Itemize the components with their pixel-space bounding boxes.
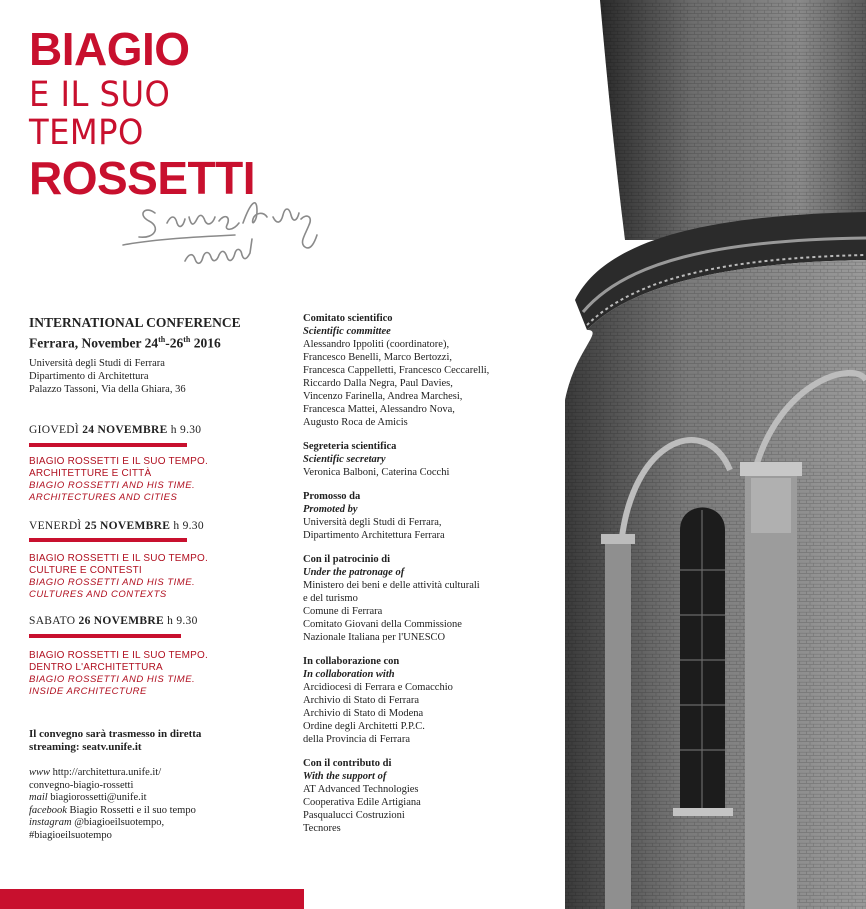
credit-patronage: Con il patrocinio di Under the patronage of Ministero dei beni e delle attività culturali e del turismo Comune di Ferrara Comitato Giovani della Commissione Nazionale Italiana per l'UNESCO <box>303 554 480 643</box>
title-tempo: TEMPO <box>29 113 144 153</box>
streaming-note: Il convegno sarà trasmesso in diretta streaming: seatv.unife.it <box>29 728 202 753</box>
contact-mail[interactable]: mail biagiorossetti@unife.it <box>29 792 147 803</box>
credit-collaboration: In collaborazione con In collaboration with Arcidiocesi di Ferrara e Comacchio Archivio di Stato di Ferrara Archivio di Stato di Modena Ordine degli Architetti P.P.C. della Provincia di Ferrara <box>303 656 453 745</box>
day-3-divider <box>29 634 181 638</box>
tower-photo <box>565 0 866 909</box>
conference-heading: INTERNATIONAL CONFERENCE <box>29 315 241 330</box>
contact-facebook[interactable]: facebook Biagio Rossetti e il suo tempo <box>29 804 196 816</box>
title-biagio: BIAGIO <box>29 23 190 75</box>
credit-scientific-secretary: Segreteria scientifica Scientific secretary Veronica Balboni, Caterina Cocchi <box>303 441 450 478</box>
credit-promoted-by: Promosso da Promoted by Università degli Studi di Ferrara, Dipartimento Architettura Ferrara <box>303 491 445 541</box>
contact-hashtag[interactable]: #biagioeilsuotempo <box>29 829 112 841</box>
contacts-list <box>29 767 196 842</box>
contact-instagram[interactable]: instagram @biagioeilsuotempo, <box>29 817 165 828</box>
day-1-divider <box>29 443 187 447</box>
day-3-heading: SABATO 26 NOVEMBRE h 9.30 <box>29 615 198 627</box>
credit-scientific-committee: Comitato scientifico Scientific committee Alessandro Ippoliti (coordinatore), Francesco Benelli, Marco Bertozzi, Francesca Cappelletti, Francesco Ceccarelli, Riccardo Dalla Negra, Paul Davies, Vincenzo Farinella, Andrea Marchesi, Francesca Mattei, Alessandro Nova, Augusto Roca de Amicis <box>303 313 490 428</box>
conference-date: Ferrara, November 24th-26th 2016 <box>29 335 221 351</box>
day-3-session: BIAGIO ROSSETTI E IL SUO TEMPO. DENTRO L'ARCHITETTURA BIAGIO ROSSETTI AND HIS TIME. INSIDE ARCHITECTURE <box>29 650 209 697</box>
credits-column <box>303 312 563 846</box>
title-e-il-suo: E IL SUO <box>29 75 171 115</box>
day-2-session: BIAGIO ROSSETTI E IL SUO TEMPO. CULTURE E CONTESTI BIAGIO ROSSETTI AND HIS TIME. CULTURES AND CONTEXTS <box>29 553 209 600</box>
title-rossetti: ROSSETTI <box>29 152 256 204</box>
day-2-heading: VENERDÌ 25 NOVEMBRE h 9.30 <box>29 520 204 532</box>
venue-address: Università degli Studi di Ferrara Dipartimento di Architettura Palazzo Tassoni, Via della Ghiara, 36 <box>29 358 186 395</box>
credit-support: Con il contributo di With the support of AT Advanced Technologies Cooperativa Edile Artigiana Pasqualucci Costruzioni Tecnores <box>303 758 421 834</box>
day-1-session: BIAGIO ROSSETTI E IL SUO TEMPO. ARCHITETTURE E CITTÀ BIAGIO ROSSETTI AND HIS TIME. ARCHITECTURES AND CITIES <box>29 456 209 503</box>
day-2-divider <box>29 538 187 542</box>
contact-web[interactable]: www http://architettura.unife.it/ <box>29 767 162 778</box>
day-1-heading: GIOVEDÌ 24 NOVEMBRE h 9.30 <box>29 424 202 436</box>
signature-graphic <box>115 193 355 278</box>
footer-red-bar <box>0 889 304 909</box>
contact-web-path[interactable]: convegno-biagio-rossetti <box>29 779 134 791</box>
